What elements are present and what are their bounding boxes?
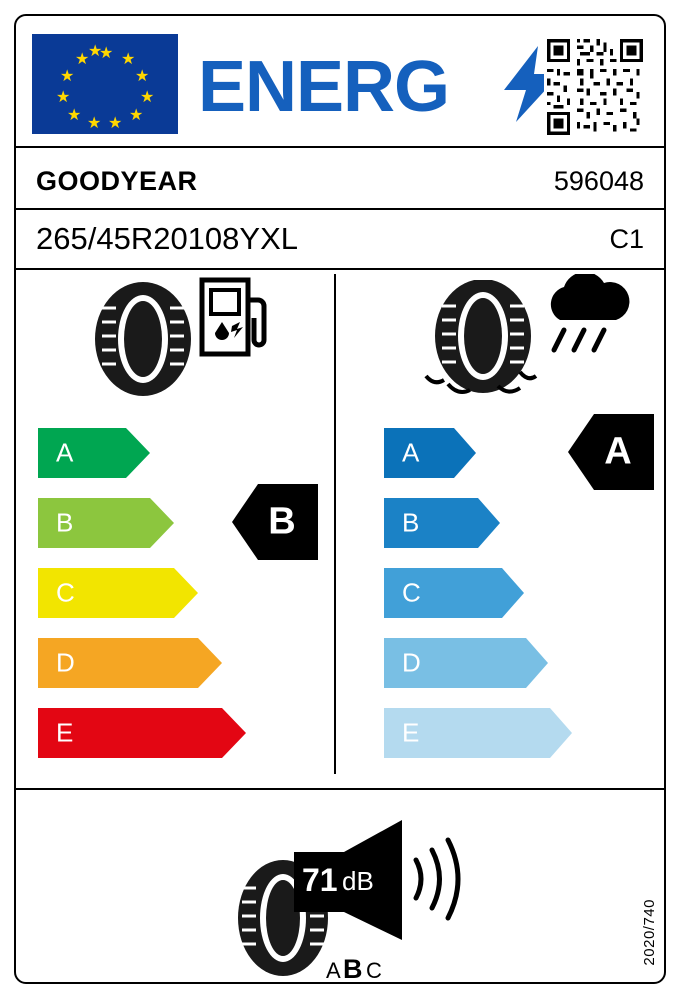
- rain-cloud-icon: [534, 274, 638, 362]
- fuel-grade-b-label: B: [56, 507, 74, 538]
- fuel-grade-c: [38, 568, 198, 618]
- fuel-grade-e: [38, 708, 246, 758]
- wet-grade-d-label: D: [402, 647, 421, 678]
- tyre-size: 265/45R20108YXL: [36, 221, 299, 256]
- noise-unit: dB: [342, 866, 374, 896]
- wet-grade-c-label: C: [402, 577, 421, 608]
- fuel-grade-d-label: D: [56, 647, 75, 678]
- fuel-grade-d: [38, 638, 222, 688]
- divider-noise: [16, 788, 664, 790]
- wet-rating-value: A: [604, 430, 632, 473]
- fuel-pump-icon: [192, 274, 276, 360]
- eu-flag-icon: ★ ★ ★ ★ ★ ★ ★ ★ ★ ★ ★ ★: [32, 34, 178, 134]
- energy-title: ENERG: [198, 47, 450, 127]
- wet-grade-c: [384, 568, 524, 618]
- regulation-reference: 2020/740: [641, 899, 658, 966]
- fuel-rating-value: B: [268, 500, 296, 543]
- qr-code-icon: [544, 36, 646, 138]
- manufacturer-name: GOODYEAR: [36, 166, 198, 196]
- tyre-class: C1: [609, 224, 644, 254]
- divider-header: [16, 146, 664, 148]
- wet-grade-a-label: A: [402, 437, 420, 468]
- sound-waves-icon: [408, 834, 464, 924]
- noise-class-b: B: [343, 954, 363, 984]
- wet-grade-d: [384, 638, 548, 688]
- wet-grade-b-label: B: [402, 507, 420, 538]
- wet-grade-b: [384, 498, 500, 548]
- noise-class-a: A: [326, 958, 341, 983]
- fuel-grade-b: [38, 498, 174, 548]
- fuel-grade-a-label: A: [56, 437, 74, 468]
- serial-number: 596048: [553, 166, 644, 196]
- divider-brand: [16, 208, 664, 210]
- divider-vertical: [334, 274, 336, 774]
- fuel-grade-e-label: E: [56, 717, 74, 748]
- noise-value: 71: [302, 862, 338, 898]
- wet-grade-a: [384, 428, 476, 478]
- energy-label-card: [14, 14, 666, 984]
- tyre-wet-icon: [420, 280, 538, 406]
- noise-class-c: C: [366, 958, 382, 983]
- wet-grade-e: [384, 708, 572, 758]
- tyre-icon: [90, 280, 196, 398]
- fuel-grade-a: [38, 428, 150, 478]
- fuel-rating-pointer: [232, 484, 318, 560]
- label-header: [16, 16, 664, 146]
- fuel-grade-c-label: C: [56, 577, 75, 608]
- wet-rating-pointer: [568, 414, 654, 490]
- divider-size: [16, 268, 664, 270]
- wet-grade-e-label: E: [402, 717, 420, 748]
